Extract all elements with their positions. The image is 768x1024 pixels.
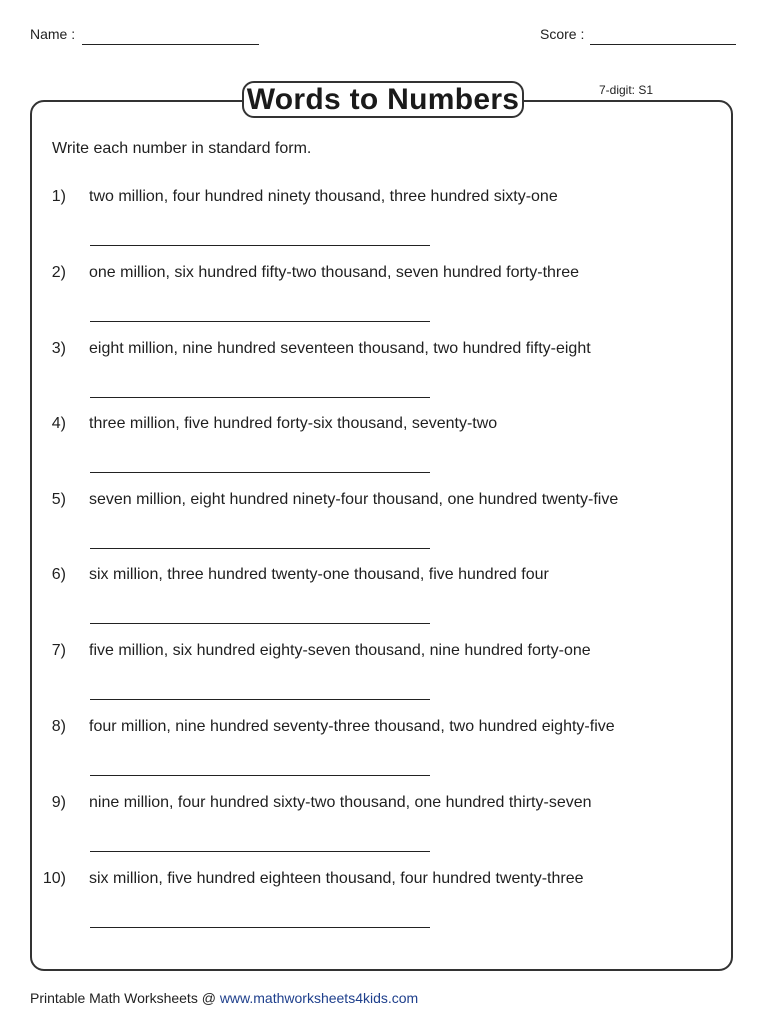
worksheet-title: Words to Numbers [242,81,524,118]
answer-line[interactable] [90,623,430,624]
footer-text: Printable Math Worksheets @ [30,990,220,1006]
problem-number: 3) [51,340,66,357]
problem-number: 1) [51,188,66,205]
problem-item [0,870,768,930]
answer-line[interactable] [90,321,430,322]
answer-line[interactable] [90,927,430,928]
problem-text: six million, three hundred twenty-one thousand, five hundred four [89,566,549,583]
answer-line[interactable] [90,472,430,473]
answer-line[interactable] [90,245,430,246]
problem-text: five million, six hundred eighty-seven thousand, nine hundred forty-one [89,642,591,659]
problem-text: four million, nine hundred seventy-three thousand, two hundred eighty-five [89,718,615,735]
problem-text: one million, six hundred fifty-two thousand, seven hundred forty-three [89,264,580,281]
name-label: Name : [30,26,76,42]
instructions: Write each number in standard form. [52,140,312,157]
answer-line[interactable] [90,851,430,852]
problem-item [0,188,768,248]
problem-item [0,340,768,400]
footer-link[interactable]: www.mathworksheets4kids.com [219,990,419,1006]
problem-text: seven million, eight hundred ninety-four thousand, one hundred twenty-five [89,491,619,508]
problem-item [0,264,768,324]
problem-item [0,491,768,551]
problem-number: 2) [51,264,66,281]
problem-number: 4) [51,415,66,432]
problem-text: nine million, four hundred sixty-two thousand, one hundred thirty-seven [89,794,592,811]
answer-line[interactable] [90,548,430,549]
score-field[interactable] [590,44,736,45]
problem-item [0,566,768,626]
problem-item [0,794,768,854]
problem-text: two million, four hundred ninety thousand, three hundred sixty-one [89,188,558,205]
problem-number: 9) [51,794,66,811]
problem-number: 5) [51,491,66,508]
level-label: 7-digit: S1 [599,83,654,97]
problem-item [0,718,768,778]
answer-line[interactable] [90,397,430,398]
answer-line[interactable] [90,699,430,700]
problem-item [0,415,768,475]
problem-item [0,642,768,702]
answer-line[interactable] [90,775,430,776]
problem-number: 7) [51,642,66,659]
problem-text: eight million, nine hundred seventeen thousand, two hundred fifty-eight [89,340,591,357]
problem-number: 6) [51,566,66,583]
score-label: Score : [540,26,585,42]
footer [30,990,418,1006]
name-field[interactable] [82,44,259,45]
problem-text: three million, five hundred forty-six thousand, seventy-two [89,415,498,432]
problem-number: 8) [51,718,66,735]
problem-text: six million, five hundred eighteen thousand, four hundred twenty-three [89,870,584,887]
problem-number: 10) [42,870,66,887]
